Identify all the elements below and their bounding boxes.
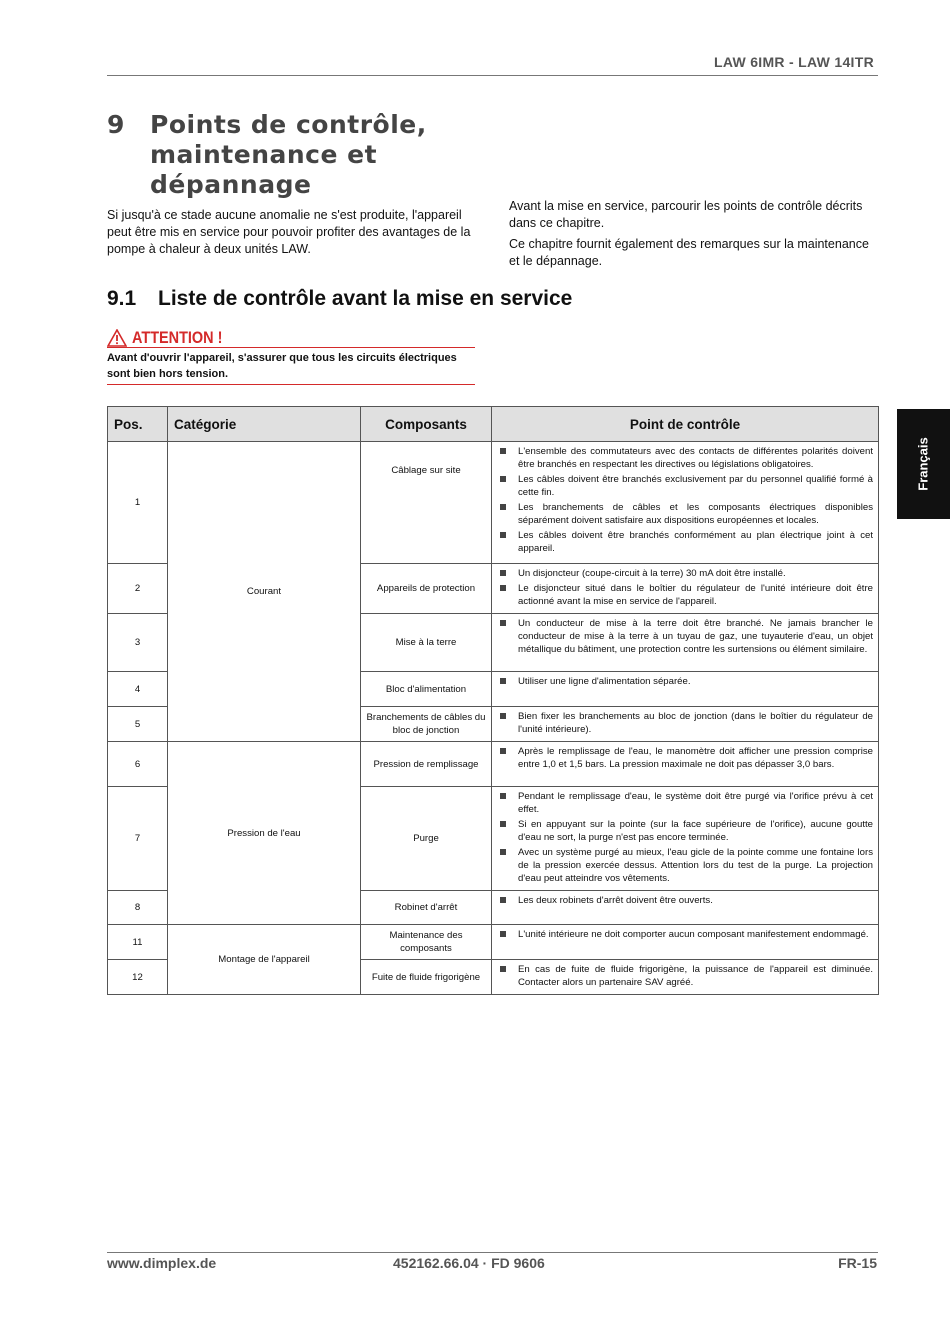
cell-component: Mise à la terre — [361, 614, 492, 672]
square-bullet-icon — [500, 504, 506, 510]
checkpoint-item — [498, 818, 873, 844]
cell-pos: 6 — [108, 742, 168, 787]
table-header-row — [108, 407, 879, 442]
checkpoint-item — [498, 473, 873, 499]
checkpoint-text: Les câbles doivent être branchés exclusivement par du personnel qualifié formé à cette fin. — [518, 474, 873, 498]
checkpoint-text: Bien fixer les branchements au bloc de jonction (dans le boîtier du régulateur de l'unité intérieure). — [518, 711, 873, 735]
cell-pos: 1 — [108, 442, 168, 564]
cell-pos: 3 — [108, 614, 168, 672]
cell-pos: 4 — [108, 672, 168, 707]
checkpoint-item — [498, 846, 873, 885]
cell-checkpoint — [492, 672, 879, 707]
cell-checkpoint — [492, 614, 879, 672]
cell-checkpoint — [492, 925, 879, 960]
checkpoint-text: Après le remplissage de l'eau, le manomètre doit afficher une pression comprise entre 1,0 et 1,5 bars. La pression maximale ne doit pas dépasser 3,0 bars. — [518, 746, 873, 770]
square-bullet-icon — [500, 931, 506, 937]
warning-icon — [107, 329, 127, 347]
footer-website: www.dimplex.de — [107, 1255, 217, 1271]
square-bullet-icon — [500, 849, 506, 855]
checkpoint-text: Pendant le remplissage d'eau, le système doit être purgé via l'orifice prévu à cet effet. — [518, 791, 873, 815]
square-bullet-icon — [500, 793, 506, 799]
cell-pos: 2 — [108, 564, 168, 614]
cell-component: Fuite de fluide frigorigène — [361, 960, 492, 995]
intro-left-text: Si jusqu'à ce stade aucune anomalie ne s'est produite, l'appareil peut être mis en service pour pouvoir profiter des avantages de la pompe à chaleur à deux unités LAW. — [107, 208, 471, 256]
intro-right-para: Ce chapitre fournit également des remarques sur la maintenance et le dépannage. — [509, 237, 869, 268]
checkpoint-text: Les câbles doivent être branchés conformément au plan électrique joint à cet appareil. — [518, 530, 873, 554]
cell-category: Pression de l'eau — [168, 742, 361, 925]
square-bullet-icon — [500, 897, 506, 903]
checkpoint-text: Utiliser une ligne d'alimentation séparée. — [518, 676, 691, 687]
intro-right-text — [509, 198, 879, 274]
cell-pos: 8 — [108, 891, 168, 925]
chapter-title: Points de contrôle, maintenance et dépannage — [150, 110, 427, 199]
attention-text: Avant d'ouvrir l'appareil, s'assurer que tous les circuits électriques sont bien hors tension. — [107, 348, 475, 385]
checkpoint-text: En cas de fuite de fluide frigorigène, la puissance de l'appareil est diminuée. Contacter alors un partenaire SAV agréé. — [518, 964, 873, 988]
checkpoint-text: Le disjoncteur situé dans le boîtier du régulateur de l'unité intérieure doit être actionné avant la mise en service de l'appareil. — [518, 583, 873, 607]
checkpoint-item — [498, 617, 873, 656]
section-number: 9.1 — [107, 287, 137, 310]
table-row — [108, 442, 879, 564]
attention-box — [107, 328, 475, 385]
attention-header — [107, 328, 475, 348]
intro-right-para: Avant la mise en service, parcourir les points de contrôle décrits dans ce chapitre. — [509, 199, 863, 230]
checkpoint-item — [498, 790, 873, 816]
checkpoint-text: Un disjoncteur (coupe-circuit à la terre) 30 mA doit être installé. — [518, 568, 786, 579]
cell-checkpoint — [492, 960, 879, 995]
square-bullet-icon — [500, 585, 506, 591]
cell-checkpoint — [492, 891, 879, 925]
cell-checkpoint — [492, 707, 879, 742]
header-checkpoint: Point de contrôle — [492, 407, 879, 442]
checkpoint-text: Si en appuyant sur la pointe (sur la face supérieure de l'orifice), aucune goutte d'eau ne sort, la purge n'est pas encore terminée. — [518, 819, 873, 843]
footer-doc-ref: 452162.66.04 · FD 9606 — [393, 1255, 545, 1271]
cell-component: Bloc d'alimentation — [361, 672, 492, 707]
header-divider — [107, 75, 878, 76]
square-bullet-icon — [500, 448, 506, 454]
header-pos: Pos. — [108, 407, 168, 442]
table-row — [108, 742, 879, 787]
square-bullet-icon — [500, 570, 506, 576]
checkpoint-item — [498, 567, 873, 580]
footer-divider — [107, 1252, 878, 1253]
checkpoint-item — [498, 582, 873, 608]
cell-component: Branchements de câbles du bloc de jonction — [361, 707, 492, 742]
cell-pos: 11 — [108, 925, 168, 960]
cell-component: Maintenance des composants — [361, 925, 492, 960]
checkpoint-text: Les deux robinets d'arrêt doivent être ouverts. — [518, 895, 713, 906]
square-bullet-icon — [500, 476, 506, 482]
cell-category: Montage de l'appareil — [168, 925, 361, 995]
square-bullet-icon — [500, 532, 506, 538]
language-tab-label: Français — [915, 437, 931, 491]
section-title: Liste de contrôle avant la mise en service — [158, 287, 573, 310]
square-bullet-icon — [500, 966, 506, 972]
table-row — [108, 925, 879, 960]
cell-pos: 12 — [108, 960, 168, 995]
checkpoint-item — [498, 710, 873, 736]
square-bullet-icon — [500, 713, 506, 719]
cell-component: Appareils de protection — [361, 564, 492, 614]
checkpoint-text: L'unité intérieure ne doit comporter aucun composant manifestement endommagé. — [518, 929, 869, 940]
cell-checkpoint — [492, 564, 879, 614]
cell-pos: 5 — [108, 707, 168, 742]
checkpoint-item — [498, 928, 873, 941]
checkpoint-text: Les branchements de câbles et les composants électriques disponibles séparément doivent satisfaire aux dispositions européennes et locales. — [518, 502, 873, 526]
checkpoint-text: Avec un système purgé au mieux, l'eau gicle de la pointe comme une fontaine lors de la pression exercée dessus. Attention lors du test de la purge. La projection d'eau peut atteindre vos vêtements. — [518, 847, 873, 884]
cell-category: Courant — [168, 442, 361, 742]
checkpoint-text: Un conducteur de mise à la terre doit être branché. Ne jamais brancher le conducteur de mise à la terre à un tuyau de gaz, une tuyauterie d'eau, un objet métallique du bâtiment, une protection contre les surtensions ou élément similaire. — [518, 618, 873, 655]
footer-page-number: FR-15 — [838, 1255, 877, 1271]
chapter-number: 9 — [107, 110, 125, 139]
square-bullet-icon — [500, 748, 506, 754]
checkpoint-item — [498, 529, 873, 555]
checkpoint-item — [498, 745, 873, 771]
cell-checkpoint — [492, 742, 879, 787]
cell-checkpoint — [492, 442, 879, 564]
cell-component: Câblage sur site — [361, 442, 492, 564]
cell-pos: 7 — [108, 787, 168, 891]
cell-component: Robinet d'arrêt — [361, 891, 492, 925]
cell-component: Purge — [361, 787, 492, 891]
checkpoint-item — [498, 675, 873, 688]
checkpoint-item — [498, 501, 873, 527]
language-tab — [897, 409, 950, 519]
checkpoint-item — [498, 445, 873, 471]
square-bullet-icon — [500, 678, 506, 684]
square-bullet-icon — [500, 821, 506, 827]
checkpoint-item — [498, 894, 873, 907]
cell-component: Pression de remplissage — [361, 742, 492, 787]
square-bullet-icon — [500, 620, 506, 626]
header-components: Composants — [361, 407, 492, 442]
checkpoint-item — [498, 963, 873, 989]
attention-label: ATTENTION ! — [132, 327, 223, 347]
cell-checkpoint — [492, 787, 879, 891]
header-model: LAW 6IMR - LAW 14ITR — [714, 54, 874, 70]
checkpoint-text: L'ensemble des commutateurs avec des contacts de différentes polarités doivent être branchés en respectant les directives ou législations obligatoires. — [518, 446, 873, 470]
header-category: Catégorie — [168, 407, 361, 442]
checklist-table — [107, 406, 879, 995]
